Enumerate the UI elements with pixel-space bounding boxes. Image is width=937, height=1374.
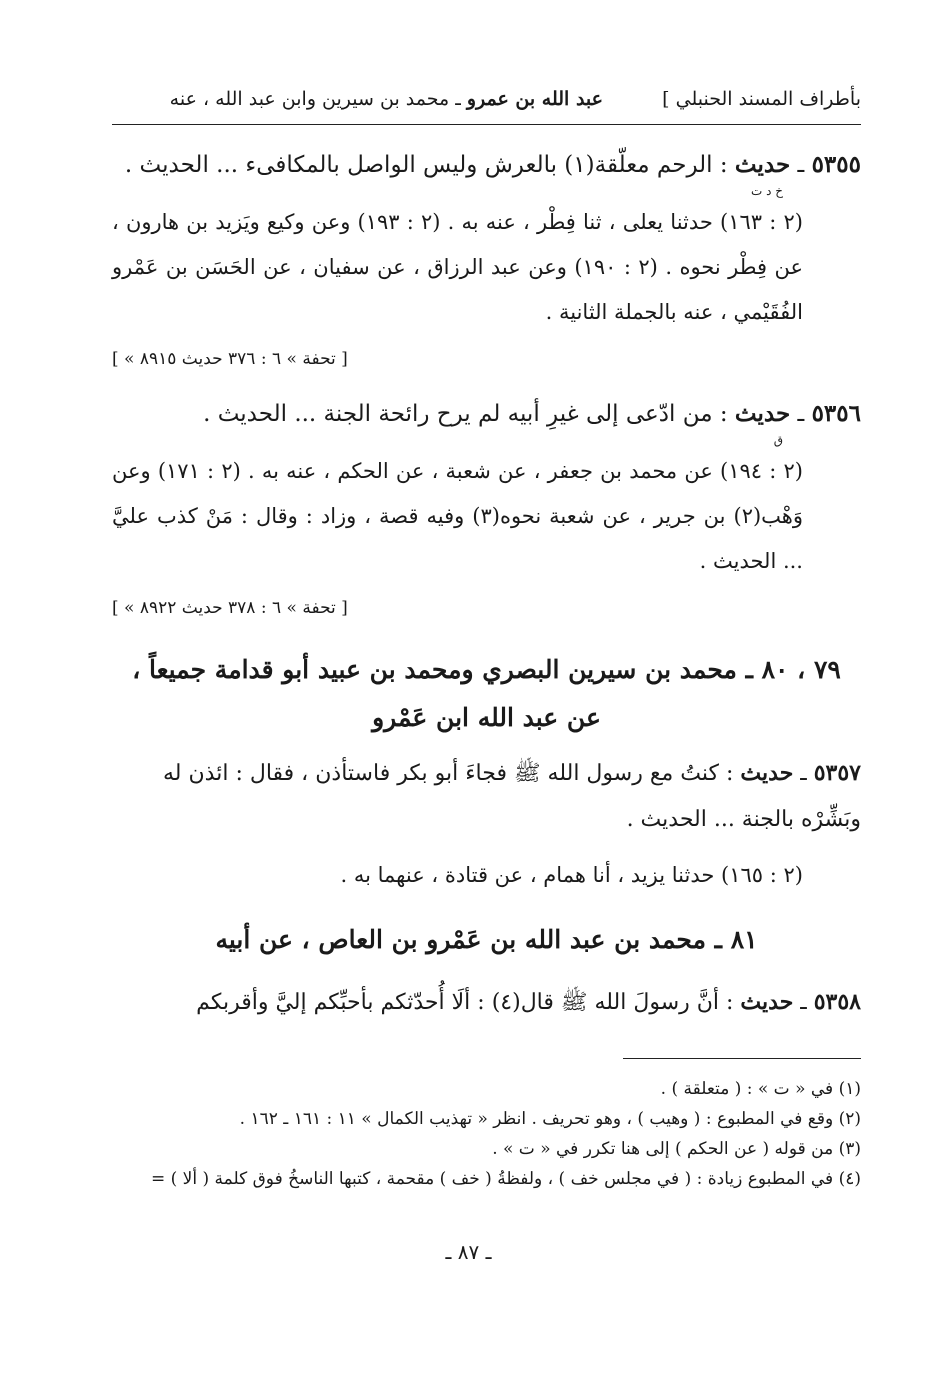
page-number: ـ ٨٧ ـ <box>445 1240 492 1264</box>
header-book-title: بأطراف المسند الحنبلي ] <box>662 88 861 110</box>
hadith-number: ٥٣٥٦ <box>811 400 861 427</box>
header-section-title <box>170 88 603 110</box>
hadith-text: ـ حديث : الرحم معلّقة(١) بالعرش وليس الواصل بالمكافىء ... الحديث . <box>124 151 812 178</box>
footnote-divider <box>623 1058 861 1059</box>
hadith-number: ٥٣٥٥ <box>811 151 861 178</box>
footnote: (٤) في المطبوع زيادة : ( في مجلس خف ) ، ولفظةُ ( خف ) مقحمة ، كتبها الناسخُ فوق كلمة ( ألا ) = <box>150 1169 861 1189</box>
hadith-sigla: خ د ت <box>750 184 783 198</box>
hadith-number: ٥٣٥٧ <box>813 760 861 786</box>
hadith-5357-heading <box>112 750 861 843</box>
running-header <box>112 84 861 125</box>
hadith-5357-isnad: (٢ : ١٦٥) حدثنا يزيد ، أنا همام ، عن قتادة ، عنهما به . <box>340 863 803 887</box>
footnotes <box>112 1074 861 1194</box>
header-subnarrators: ـ محمد بن سيرين وابن عبد الله ، عنه <box>169 88 467 110</box>
hadith-number: ٥٣٥٨ <box>813 989 861 1015</box>
hadith-5356-tuhfa-reference: [ « تحفة » ٦ : ٣٧٨ حديث ٨٩٢٢ ] <box>112 598 348 618</box>
hadith-5356-isnad: (٢ : ١٩٤) عن محمد بن جعفر ، عن شعبة ، عن الحكم ، عنه به . (٢ : ١٧١) وعن وَهْب(٢) بن جرير ، عن شعبة نحوه(٣) وفيه قصة ، وزاد : وقال : مَنْ كذب عليَّ ... الحديث . <box>112 459 803 573</box>
page-body <box>112 140 861 1039</box>
footnote: (١) في « ت » : ( متعلقة ) . <box>660 1079 861 1099</box>
hadith-5355-isnad: (٢ : ١٦٣) حدثنا يعلى ، ثنا فِطْر ، عنه به . (٢ : ١٩٣) وعن وكيع ويَزيد بن هارون ، عن فِطْر نحوه . (٢ : ١٩٠) وعن عبد الرزاق ، عن سفيان ، عن الحَسَن بن عَمْرو الفُقَيْمي ، عنه بالجملة الثانية . <box>112 210 803 324</box>
header-narrator: عبد الله بن عمرو <box>466 88 603 110</box>
hadith-text: ـ حديث : كنتُ مع رسول الله ﷺ فجاءَ أبو بكر فاستأذن ، فقال : ائذن له وبَشِّرْه بالجنة ... الحديث . <box>163 760 861 832</box>
hadith-text: ـ حديث : من ادّعى إلى غيرِ أبيه لم يرح رائحة الجنة ... الحديث . <box>203 400 812 427</box>
hadith-5355-tuhfa-reference: [ « تحفة » ٦ : ٣٧٦ حديث ٨٩١٥ ] <box>112 349 348 369</box>
section-heading-81: ٨١ ـ محمد بن عبد الله بن عَمْرو بن العاص ، عن أبيه <box>215 925 758 954</box>
hadith-5358-heading <box>112 982 861 1023</box>
hadith-5355-heading <box>112 148 861 182</box>
hadith-5356-heading <box>112 397 861 431</box>
hadith-sigla: ق <box>773 433 783 447</box>
section-heading-79-80: ٧٩ ، ٨٠ ـ محمد بن سيرين البصري ومحمد بن عبيد أبو قدامة جميعاً ، عن عبد الله ابن عَمْرو <box>132 655 841 732</box>
footnote: (٢) وقع في المطبوع : ( وهيب ) ، وهو تحريف . انظر « تهذيب الكمال » ١١ : ١٦١ ـ ١٦٢ . <box>239 1109 861 1129</box>
hadith-text: ـ حديث : أنَّ رسولَ الله ﷺ قال(٤) : ألَا أُحدّثكم بأحبِّكم إليَّ وأقربكم <box>196 989 814 1015</box>
footnote: (٣) من قوله ( عن الحكم ) إلى هنا تكرر في « ت » . <box>492 1139 861 1159</box>
